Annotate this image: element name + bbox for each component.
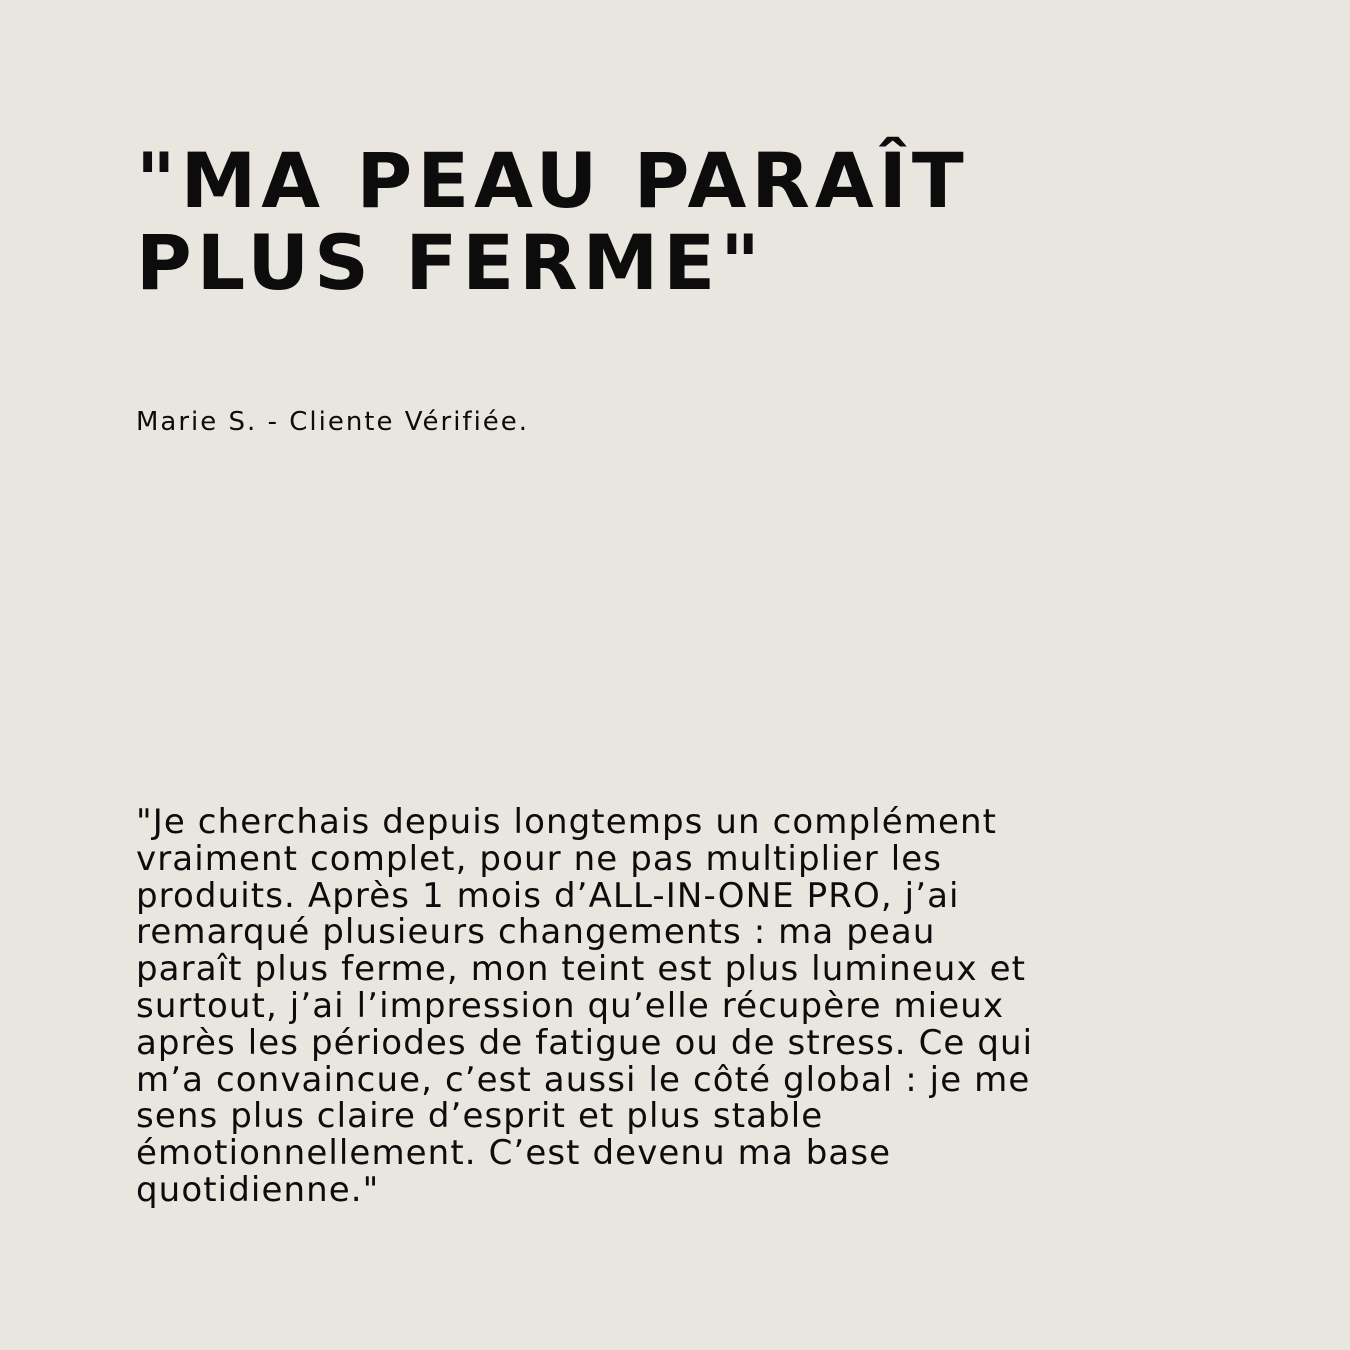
testimonial-line: paraît plus ferme, mon teint est plus lumineux et [136, 949, 1027, 990]
testimonial-line: produits. Après 1 mois d’ALL-IN-ONE PRO, j’ai [136, 875, 960, 916]
testimonial-line: sens plus claire d’esprit et plus stable [136, 1096, 824, 1137]
headline-line: "MA PEAU PARAÎT [136, 136, 969, 225]
testimonial-line: vraiment complet, pour ne pas multiplier les [136, 838, 943, 879]
testimonial-line: m’a convaincue, c’est aussi le côté global : je me [136, 1059, 1031, 1100]
testimonial-body [136, 804, 1256, 1209]
testimonial-line: "Je cherchais depuis longtemps un complément [136, 802, 998, 842]
testimonial-line: surtout, j’ai l’impression qu’elle récupère mieux [136, 985, 1005, 1026]
testimonial-line: remarqué plusieurs changements : ma peau [136, 912, 936, 953]
testimonial-line: après les périodes de fatigue ou de stress. Ce qui [136, 1022, 1034, 1063]
testimonial-headline [136, 136, 1236, 307]
testimonial-line: émotionnellement. C’est devenu ma base [136, 1133, 892, 1174]
testimonial-author: Marie S. - Cliente Vérifiée. [136, 407, 530, 437]
testimonial-line: quotidienne." [136, 1169, 380, 1210]
headline-line: PLUS FERME" [136, 218, 765, 307]
